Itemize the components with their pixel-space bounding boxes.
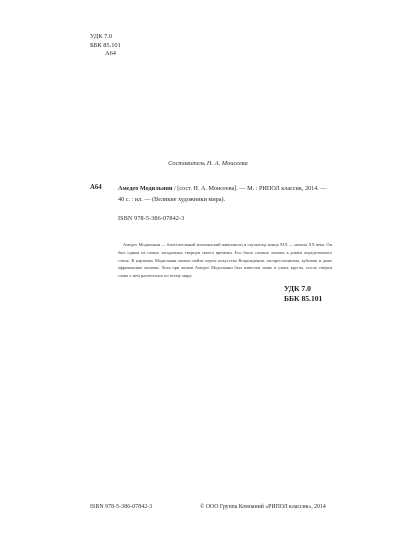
- bbk-bottom-code: ББК 85.101: [284, 294, 323, 303]
- bibliographic-record: [118, 184, 332, 205]
- footer-copyright: © ООО Группа Компаний «РИПОЛ классик», 2014: [200, 504, 326, 510]
- author-sign: А64: [105, 50, 117, 58]
- bbk-code: ББК 85.101: [90, 41, 121, 49]
- footer-isbn: ISBN 978-5-386-07842-3: [90, 504, 153, 510]
- catalog-author-sign: А64: [90, 184, 102, 191]
- annotation-text: Амедео Модильяни — блистательный итальянский живописец и скульптор конца XIX — начала XX века. Он был одним из самых загадочных творцов своего времени. Его было сложно загнать в рамки определенного стиля. В картинах Модильяни можно найти черты искусства Возрождения, экспрессионизма, кубизма и даже африканские мотивы. Хотя при жизни Амедео Модильяни был известен лишь в узких кругах, после смерти слава о нем разлетелась по всему миру.: [118, 242, 332, 278]
- record-author: Амедео Модильяни: [118, 185, 173, 192]
- udk-bottom-code: УДК 7.0: [284, 284, 311, 293]
- record-isbn: ISBN 978-5-386-07842-3: [118, 215, 185, 222]
- udk-header-block: [90, 33, 121, 59]
- udk-bottom-block: [284, 284, 322, 304]
- record-description: / [сост. Н. А. Моисеева]. — М. : РИПОЛ классик, 2014. — 40 с. : ил. — (Великие художники мира).: [118, 185, 327, 203]
- udk-code: УДК 7.0: [90, 33, 113, 40]
- compiler-line: Составитель Н. А. Моисеева: [168, 160, 248, 167]
